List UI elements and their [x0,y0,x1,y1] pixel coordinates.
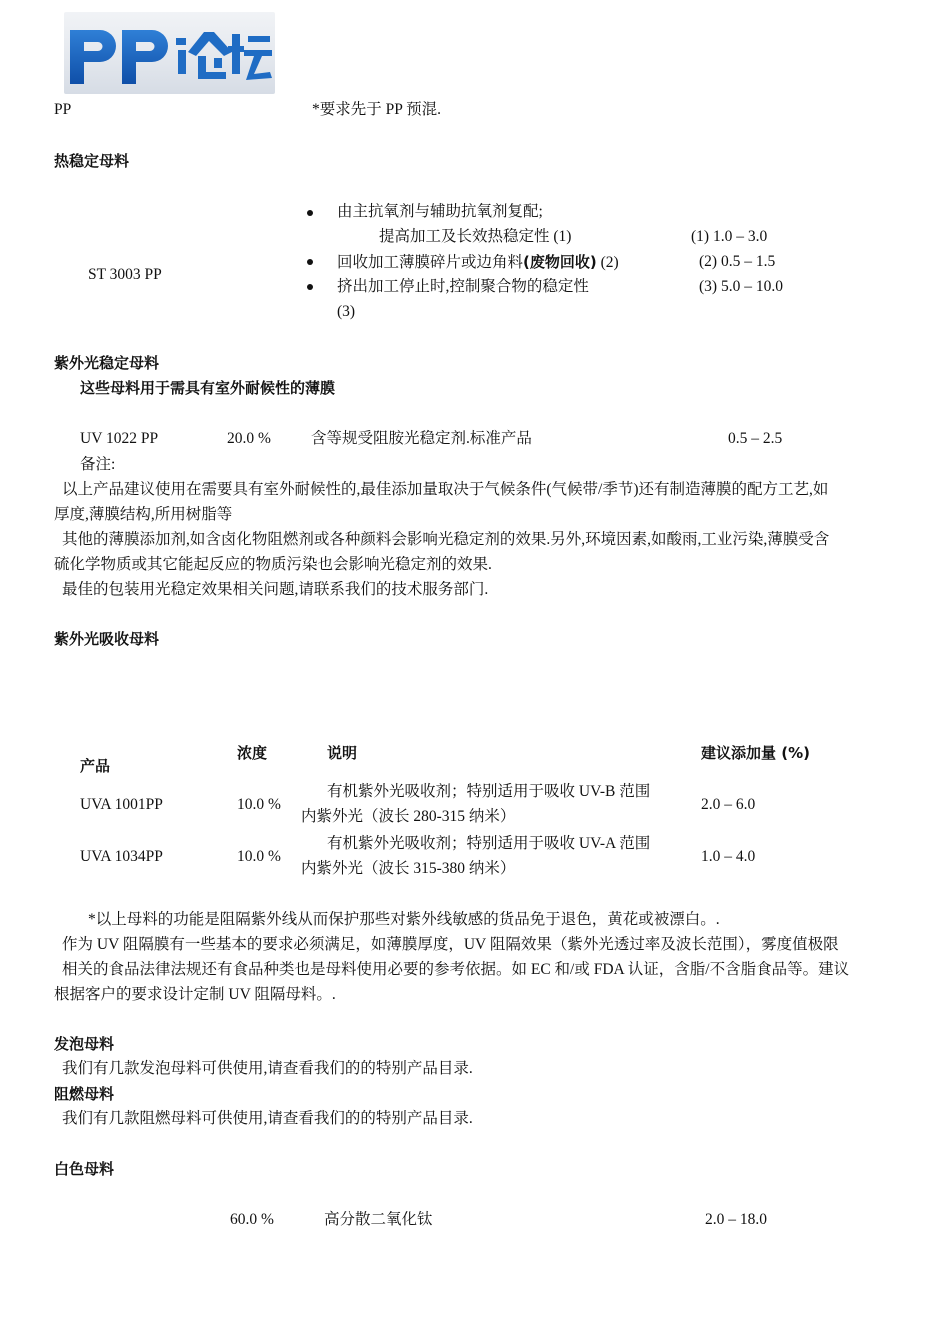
table-row-1-product: UVA 1001PP [80,796,163,813]
heat-item-2: 回收加工薄膜碎片或边角料(废物回收) (2) [337,253,619,271]
bullet-icon [307,259,313,265]
uv-section-subtitle: 这些母料用于需具有室外耐候性的薄膜 [80,379,336,397]
uv-concentration: 20.0 % [227,430,271,447]
flame-section-title: 阻燃母料 [54,1085,115,1103]
table-row-1-conc: 10.0 % [237,796,281,813]
table-row-1-dose: 2.0 – 6.0 [701,796,756,813]
uv-paragraph-1a: 以上产品建议使用在需要具有室外耐候性的,最佳添加量取决于气候条件(气候带/季节)还有制造薄膜的配方工艺,如 [62,481,829,498]
table-row-2-dose: 1.0 – 4.0 [701,848,756,865]
heat-product-name: ST 3003 PP [88,266,162,283]
flame-section-text: 我们有几款阻燃母料可供使用,请查看我们的的特别产品目录. [62,1110,473,1127]
uva-header-product: 产品 [80,757,111,775]
uv-paragraph-1b: 厚度,薄膜结构,所用树脂等 [54,506,233,523]
white-concentration: 60.0 % [230,1211,274,1228]
uva-header-dose: 建议添加量 (%) [701,744,810,762]
heat-item-1b: 提高加工及长效热稳定性 (1) [379,228,572,245]
pp-forum-logo [64,12,275,94]
uva-header-conc: 浓度 [237,744,268,762]
bullet-icon [307,210,313,216]
table-row-2-desc-a: 有机紫外光吸收剂；特别适用于吸收 UV-A 范围 [327,835,651,852]
uva-note-3a: 相关的食品法律法规还有食品种类也是母料使用必要的参考依据。如 EC 和/或 FDA 认证，含脂/不含脂食品等。建议 [62,961,850,978]
heat-dose-1: (1) 1.0 – 3.0 [691,228,768,245]
heat-dose-3: (3) 5.0 – 10.0 [699,278,783,295]
uv-description: 含等规受阻胺光稳定剂.标准产品 [311,430,532,447]
uva-note-2: 作为 UV 阻隔膜有一些基本的要求必须满足，如薄膜厚度，UV 阻隔效果（紫外光透过率及波长范围），雾度值极限 [62,936,839,953]
heat-item-1: 由主抗氧剂与辅助抗氧剂复配; [337,203,543,220]
uv-dose: 0.5 – 2.5 [728,430,783,447]
bullet-icon [307,284,313,290]
uva-note-3b: 根据客户的要求设计定制 UV 阻隔母料。. [54,986,336,1003]
table-row-2-desc-b: 内紫外光（波长 315-380 纳米） [301,860,516,877]
uva-section-title: 紫外光吸收母料 [54,630,160,648]
heat-section-title: 热稳定母料 [54,152,130,170]
white-dose: 2.0 – 18.0 [705,1211,767,1228]
table-row-1-desc-b: 内紫外光（波长 280-315 纳米） [301,808,516,825]
uva-note-1: *以上母料的功能是阻隔紫外线从而保护那些对紫外线敏感的货品免于退色，黄花或被漂白。. [88,911,720,928]
uv-paragraph-2a: 其他的薄膜添加剂,如含卤化物阻燃剂或各种颜料会影响光稳定剂的效果.另外,环境因素,如酸雨,工业污染,薄膜受含 [62,531,830,548]
uv-remark-label: 备注: [80,456,116,473]
table-row-1-desc-a: 有机紫外光吸收剂；特别适用于吸收 UV-B 范围 [327,783,651,800]
heat-dose-2: (2) 0.5 – 1.5 [699,253,776,270]
heat-item-3: 挤出加工停止时,控制聚合物的稳定性 [337,278,589,295]
intro-premix-note: *要求先于 PP 预混. [312,101,442,118]
table-row-2-conc: 10.0 % [237,848,281,865]
foam-section-title: 发泡母料 [54,1035,115,1053]
heat-item-3-ref: (3) [337,303,356,320]
foam-section-text: 我们有几款发泡母料可供使用,请查看我们的的特别产品目录. [62,1060,473,1077]
uv-product-name: UV 1022 PP [80,430,159,447]
uv-paragraph-2b: 硫化学物质或其它能起反应的物质污染也会影响光稳定剂的效果. [54,556,492,573]
white-section-title: 白色母料 [54,1160,115,1178]
table-row-2-product: UVA 1034PP [80,848,163,865]
uv-section-title: 紫外光稳定母料 [54,354,160,372]
uva-header-desc: 说明 [327,744,358,762]
uv-paragraph-3: 最佳的包装用光稳定效果相关问题,请联系我们的技术服务部门. [62,581,489,598]
intro-pp-label: PP [54,101,72,118]
white-description: 高分散二氧化钛 [324,1211,433,1228]
